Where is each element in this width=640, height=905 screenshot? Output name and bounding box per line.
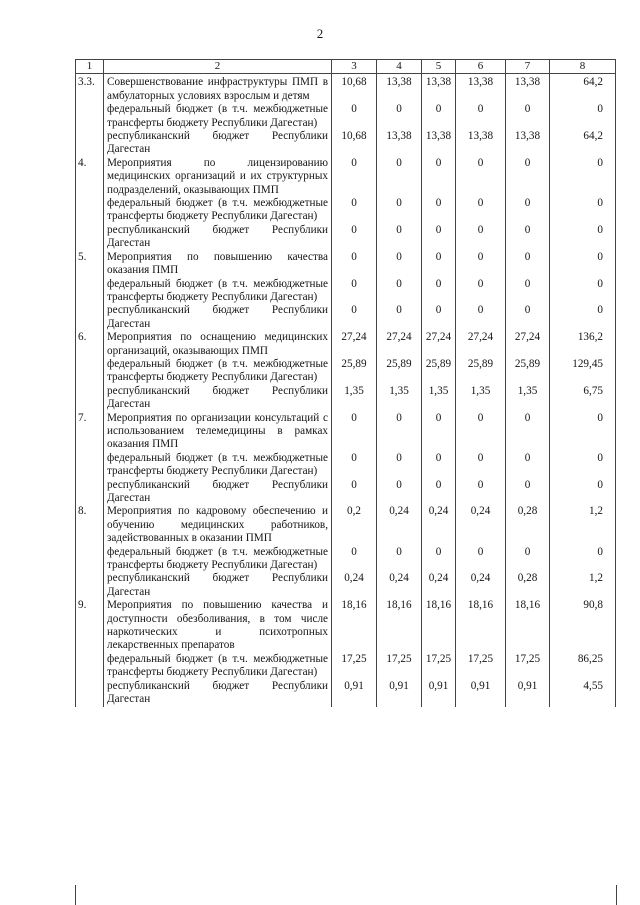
row-year-value: 0	[332, 452, 377, 479]
header-cell: 3	[332, 60, 377, 74]
table-row	[76, 572, 616, 599]
row-year-value: 0	[506, 197, 550, 224]
row-year-value: 25,89	[377, 358, 422, 385]
row-year-value: 0	[506, 278, 550, 305]
row-total: 1,2	[550, 572, 616, 599]
row-number	[76, 197, 104, 224]
row-total: 64,2	[550, 74, 616, 103]
table-row	[76, 358, 616, 385]
row-year-value: 0	[332, 412, 377, 452]
table-row	[76, 385, 616, 412]
table-row	[76, 412, 616, 452]
row-total: 64,2	[550, 130, 616, 157]
row-total: 0	[550, 479, 616, 506]
row-number: 6.	[76, 331, 104, 358]
row-year-value: 0	[332, 479, 377, 506]
row-year-value: 1,35	[422, 385, 456, 412]
table-row	[76, 505, 616, 545]
row-description: республиканский бюджет Республики Дагестан	[104, 479, 332, 506]
row-year-value: 27,24	[456, 331, 506, 358]
row-year-value: 0	[377, 479, 422, 506]
row-year-value: 0,24	[456, 505, 506, 545]
row-year-value: 27,24	[377, 331, 422, 358]
row-year-value: 0	[332, 157, 377, 197]
row-number	[76, 304, 104, 331]
row-total: 0	[550, 278, 616, 305]
row-year-value: 13,38	[377, 74, 422, 103]
table-header	[76, 60, 616, 74]
row-total: 0	[550, 251, 616, 278]
row-year-value: 0	[377, 103, 422, 130]
row-year-value: 0	[422, 304, 456, 331]
header-row	[76, 60, 616, 74]
row-description: республиканский бюджет Республики Дагестан	[104, 385, 332, 412]
row-description: федеральный бюджет (в т.ч. межбюджетные трансферты бюджету Республики Дагестан)	[104, 653, 332, 680]
row-year-value: 17,25	[422, 653, 456, 680]
table-row	[76, 157, 616, 197]
row-total: 129,45	[550, 358, 616, 385]
row-year-value: 18,16	[422, 599, 456, 653]
row-year-value: 0	[377, 452, 422, 479]
row-year-value: 0	[456, 278, 506, 305]
row-year-value: 13,38	[422, 74, 456, 103]
row-total: 0	[550, 103, 616, 130]
row-number: 3.3.	[76, 74, 104, 103]
header-cell: 4	[377, 60, 422, 74]
row-year-value: 17,25	[506, 653, 550, 680]
row-year-value: 0	[506, 479, 550, 506]
table-body	[76, 74, 616, 707]
page-number: 2	[316, 26, 324, 41]
row-year-value: 18,16	[506, 599, 550, 653]
row-number	[76, 103, 104, 130]
row-description: Мероприятия по лицензированию медицинских организаций и их структурных подразделений, оказывающих ПМП	[104, 157, 332, 197]
row-description: федеральный бюджет (в т.ч. межбюджетные трансферты бюджету Республики Дагестан)	[104, 452, 332, 479]
row-year-value: 0	[377, 157, 422, 197]
row-description: федеральный бюджет (в т.ч. межбюджетные трансферты бюджету Республики Дагестан)	[104, 358, 332, 385]
table-row	[76, 197, 616, 224]
row-year-value: 25,89	[506, 358, 550, 385]
row-description: республиканский бюджет Республики Дагестан	[104, 572, 332, 599]
row-year-value: 0	[332, 251, 377, 278]
row-number	[76, 479, 104, 506]
row-year-value: 0	[377, 546, 422, 573]
row-year-value: 0,24	[422, 572, 456, 599]
row-year-value: 27,24	[506, 331, 550, 358]
row-description: Мероприятия по повышению качества и доступности обезболивания, в том числе наркотических и психотропных лекарственных препаратов	[104, 599, 332, 653]
row-year-value: 10,68	[332, 130, 377, 157]
row-year-value: 0	[332, 304, 377, 331]
table-row	[76, 452, 616, 479]
row-total: 6,75	[550, 385, 616, 412]
row-total: 4,55	[550, 680, 616, 707]
row-number	[76, 546, 104, 573]
row-number	[76, 130, 104, 157]
row-total: 86,25	[550, 653, 616, 680]
row-year-value: 0	[456, 103, 506, 130]
row-year-value: 1,35	[506, 385, 550, 412]
row-year-value: 0	[422, 103, 456, 130]
row-year-value: 27,24	[332, 331, 377, 358]
row-year-value: 0	[332, 103, 377, 130]
row-total: 136,2	[550, 331, 616, 358]
row-description: республиканский бюджет Республики Дагестан	[104, 130, 332, 157]
row-number	[76, 680, 104, 707]
row-year-value: 0	[456, 412, 506, 452]
row-total: 90,8	[550, 599, 616, 653]
row-year-value: 0	[377, 197, 422, 224]
table-row	[76, 304, 616, 331]
row-number: 8.	[76, 505, 104, 545]
row-year-value: 0	[456, 224, 506, 251]
row-description: Совершенствование инфраструктуры ПМП в амбулаторных условиях взрослым и детям	[104, 74, 332, 103]
row-year-value: 0	[332, 278, 377, 305]
row-year-value: 0	[506, 304, 550, 331]
row-year-value: 0	[422, 224, 456, 251]
header-cell: 5	[422, 60, 456, 74]
row-year-value: 0,91	[506, 680, 550, 707]
row-year-value: 13,38	[377, 130, 422, 157]
table-row	[76, 130, 616, 157]
table-row	[76, 224, 616, 251]
row-year-value: 0,91	[422, 680, 456, 707]
row-description: Мероприятия по кадровому обеспечению и обучению медицинских работников, задействованных в оказании ПМП	[104, 505, 332, 545]
row-year-value: 0	[456, 304, 506, 331]
header-cell: 2	[104, 60, 332, 74]
row-year-value: 25,89	[456, 358, 506, 385]
row-year-value: 0,24	[377, 572, 422, 599]
row-year-value: 1,35	[456, 385, 506, 412]
row-year-value: 17,25	[377, 653, 422, 680]
row-year-value: 0	[377, 251, 422, 278]
row-number	[76, 224, 104, 251]
row-description: федеральный бюджет (в т.ч. межбюджетные трансферты бюджету Республики Дагестан)	[104, 197, 332, 224]
row-year-value: 18,16	[456, 599, 506, 653]
row-year-value: 0	[506, 103, 550, 130]
row-year-value: 0	[506, 452, 550, 479]
row-year-value: 0	[422, 197, 456, 224]
row-number	[76, 452, 104, 479]
row-number: 5.	[76, 251, 104, 278]
header-cell: 1	[76, 60, 104, 74]
row-year-value: 0,91	[377, 680, 422, 707]
budget-table	[75, 59, 616, 707]
row-year-value: 27,24	[422, 331, 456, 358]
table-continuation	[75, 885, 617, 905]
table-row	[76, 599, 616, 653]
row-year-value: 0	[456, 546, 506, 573]
row-year-value: 1,35	[332, 385, 377, 412]
row-year-value: 0	[377, 278, 422, 305]
row-year-value: 0,91	[456, 680, 506, 707]
row-year-value: 0	[506, 157, 550, 197]
row-year-value: 13,38	[422, 130, 456, 157]
row-total: 0	[550, 224, 616, 251]
row-description: федеральный бюджет (в т.ч. межбюджетные трансферты бюджету Республики Дагестан)	[104, 546, 332, 573]
table-row	[76, 103, 616, 130]
row-year-value: 10,68	[332, 74, 377, 103]
row-number: 4.	[76, 157, 104, 197]
row-year-value: 0	[332, 546, 377, 573]
row-year-value: 0	[506, 546, 550, 573]
row-year-value: 0	[456, 452, 506, 479]
row-year-value: 0	[422, 251, 456, 278]
row-year-value: 18,16	[377, 599, 422, 653]
header-cell: 6	[456, 60, 506, 74]
row-year-value: 13,38	[456, 130, 506, 157]
row-total: 0	[550, 412, 616, 452]
table-row	[76, 546, 616, 573]
row-year-value: 0,24	[456, 572, 506, 599]
row-year-value: 0	[377, 304, 422, 331]
row-description: федеральный бюджет (в т.ч. межбюджетные трансферты бюджету Республики Дагестан)	[104, 278, 332, 305]
table-row	[76, 653, 616, 680]
header-cell: 7	[506, 60, 550, 74]
row-number	[76, 358, 104, 385]
row-year-value: 17,25	[456, 653, 506, 680]
row-year-value: 0	[456, 479, 506, 506]
table-row	[76, 680, 616, 707]
row-year-value: 18,16	[332, 599, 377, 653]
row-year-value: 13,38	[506, 74, 550, 103]
row-description: Мероприятия по оснащению медицинских организаций, оказывающих ПМП	[104, 331, 332, 358]
row-number	[76, 278, 104, 305]
row-year-value: 0	[422, 546, 456, 573]
row-number: 9.	[76, 599, 104, 653]
row-number: 7.	[76, 412, 104, 452]
row-year-value: 25,89	[422, 358, 456, 385]
row-description: федеральный бюджет (в т.ч. межбюджетные трансферты бюджету Республики Дагестан)	[104, 103, 332, 130]
row-year-value: 1,35	[377, 385, 422, 412]
row-year-value: 0,24	[422, 505, 456, 545]
row-year-value: 0	[332, 197, 377, 224]
row-year-value: 0,28	[506, 572, 550, 599]
row-year-value: 0	[332, 224, 377, 251]
table-row	[76, 251, 616, 278]
row-total: 0	[550, 304, 616, 331]
row-year-value: 0	[377, 412, 422, 452]
row-year-value: 0	[422, 157, 456, 197]
row-total: 0	[550, 197, 616, 224]
header-cell: 8	[550, 60, 616, 74]
row-year-value: 0	[422, 412, 456, 452]
row-year-value: 0,24	[332, 572, 377, 599]
row-year-value: 0	[456, 197, 506, 224]
row-description: Мероприятия по организации консультаций с использованием телемедицины в рамках оказания ПМП	[104, 412, 332, 452]
table-row	[76, 278, 616, 305]
row-year-value: 0	[422, 479, 456, 506]
table-row	[76, 331, 616, 358]
row-year-value: 0,28	[506, 505, 550, 545]
row-year-value: 0	[506, 251, 550, 278]
row-year-value: 0	[422, 452, 456, 479]
row-year-value: 25,89	[332, 358, 377, 385]
row-year-value: 0	[456, 157, 506, 197]
table-row	[76, 479, 616, 506]
row-year-value: 0,2	[332, 505, 377, 545]
row-year-value: 0	[506, 412, 550, 452]
row-year-value: 0	[377, 224, 422, 251]
row-year-value: 0,24	[377, 505, 422, 545]
row-year-value: 0	[506, 224, 550, 251]
row-year-value: 13,38	[506, 130, 550, 157]
row-total: 1,2	[550, 505, 616, 545]
table-row	[76, 74, 616, 103]
row-description: республиканский бюджет Республики Дагестан	[104, 224, 332, 251]
row-year-value: 0,91	[332, 680, 377, 707]
row-year-value: 0	[456, 251, 506, 278]
row-total: 0	[550, 452, 616, 479]
row-year-value: 13,38	[456, 74, 506, 103]
row-number	[76, 385, 104, 412]
row-total: 0	[550, 157, 616, 197]
row-description: республиканский бюджет Республики Дагестан	[104, 304, 332, 331]
row-year-value: 17,25	[332, 653, 377, 680]
row-description: республиканский бюджет Республики Дагестан	[104, 680, 332, 707]
row-number	[76, 572, 104, 599]
row-total: 0	[550, 546, 616, 573]
row-year-value: 0	[422, 278, 456, 305]
row-description: Мероприятия по повышению качества оказания ПМП	[104, 251, 332, 278]
row-number	[76, 653, 104, 680]
